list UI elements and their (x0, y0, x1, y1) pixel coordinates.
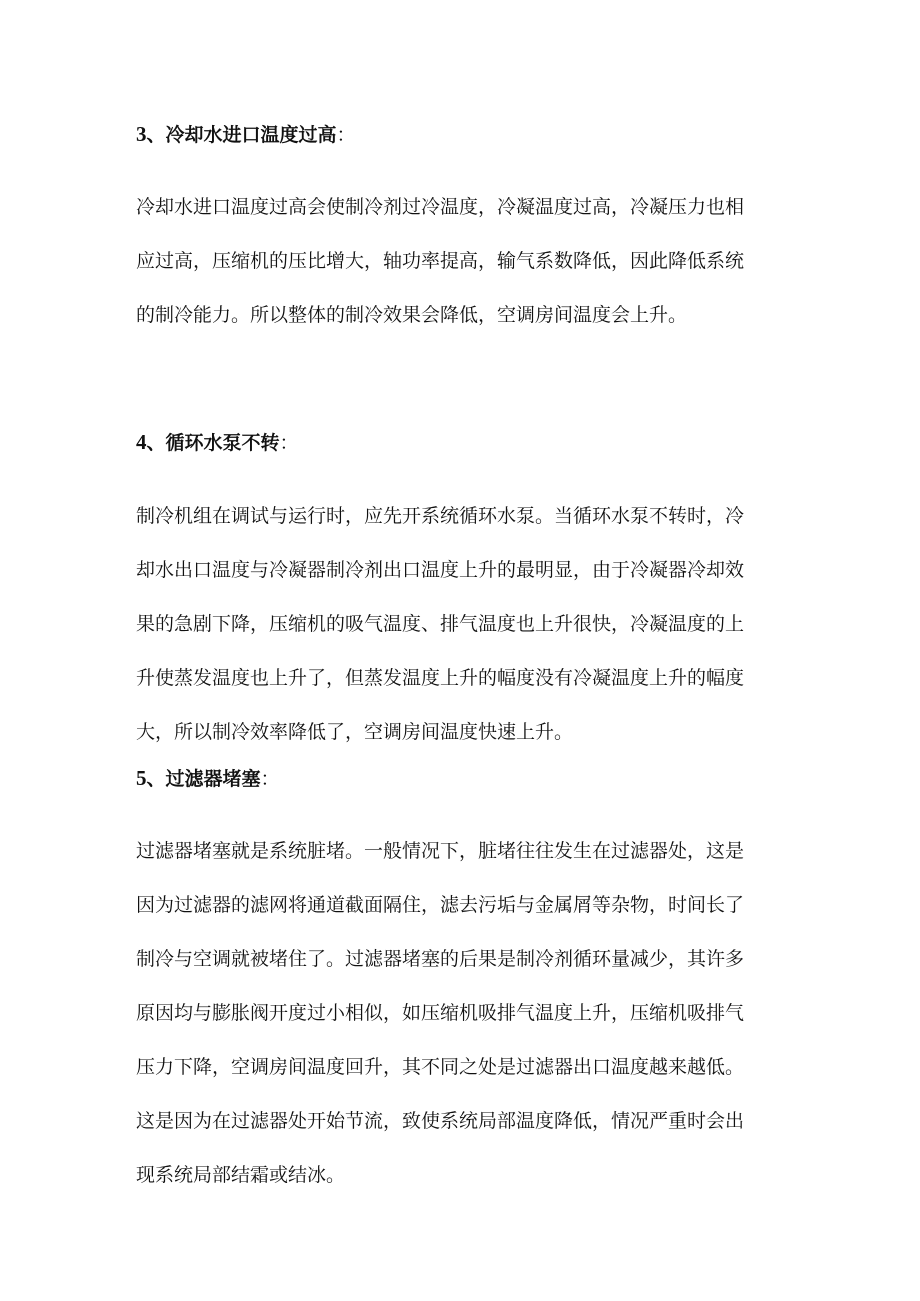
section-colon: ： (279, 432, 299, 454)
paragraph-line: 的制冷能力。所以整体的制冷效果会降低，空调房间温度会上升。 (136, 304, 688, 326)
paragraph-line: 制冷机组在调试与运行时，应先开系统循环水泵。当循环水泵不转时，冷 (136, 505, 745, 527)
section-heading-3 (136, 120, 356, 149)
section-title: 循环水泵不转 (165, 432, 280, 454)
paragraph-line: 冷却水进口温度过高会使制冷剂过冷温度，冷凝温度过高，冷凝压力也相 (136, 196, 745, 218)
paragraph-line: 升使蒸发温度也上升了，但蒸发温度上升的幅度没有冷凝温度上升的幅度 (136, 667, 745, 689)
section-separator: 、 (146, 768, 166, 790)
section-title: 冷却水进口温度过高 (165, 124, 337, 146)
section-title: 过滤器堵塞 (165, 768, 261, 790)
paragraph-line: 制冷与空调就被堵住了。过滤器堵塞的后果是制冷剂循环量减少，其许多 (136, 948, 745, 970)
paragraph-line: 大，所以制冷效率降低了，空调房间温度快速上升。 (136, 721, 574, 743)
paragraph-line: 这是因为在过滤器处开始节流，致使系统局部温度降低，情况严重时会出 (136, 1110, 745, 1132)
section-number: 5 (136, 766, 147, 790)
section-heading-4 (136, 428, 299, 457)
paragraph-line: 因为过滤器的滤网将通道截面隔住，滤去污垢与金属屑等杂物，时间长了 (136, 894, 745, 916)
section-number: 3 (136, 122, 147, 146)
paragraph-line: 果的急剧下降，压缩机的吸气温度、排气温度也上升很快，冷凝温度的上 (136, 613, 745, 635)
paragraph-line: 现系统局部结霜或结冰。 (136, 1164, 346, 1186)
section-colon: ： (336, 124, 356, 146)
section-colon: ： (260, 768, 280, 790)
section-number: 4 (136, 430, 147, 454)
section-separator: 、 (146, 124, 166, 146)
paragraph-line: 过滤器堵塞就是系统脏堵。一般情况下，脏堵往往发生在过滤器处，这是 (136, 840, 745, 862)
paragraph-line: 却水出口温度与冷凝器制冷剂出口温度上升的最明显，由于冷凝器冷却效 (136, 559, 745, 581)
section-separator: 、 (146, 432, 166, 454)
section-paragraph-4 (136, 489, 786, 759)
section-heading-5 (136, 764, 280, 793)
paragraph-line: 原因均与膨胀阀开度过小相似，如压缩机吸排气温度上升，压缩机吸排气 (136, 1002, 745, 1024)
paragraph-line: 压力下降，空调房间温度回升，其不同之处是过滤器出口温度越来越低。 (136, 1056, 745, 1078)
paragraph-line: 应过高，压缩机的压比增大，轴功率提高，输气系数降低，因此降低系统 (136, 250, 745, 272)
section-paragraph-5 (136, 824, 786, 1202)
section-paragraph-3 (136, 180, 786, 342)
